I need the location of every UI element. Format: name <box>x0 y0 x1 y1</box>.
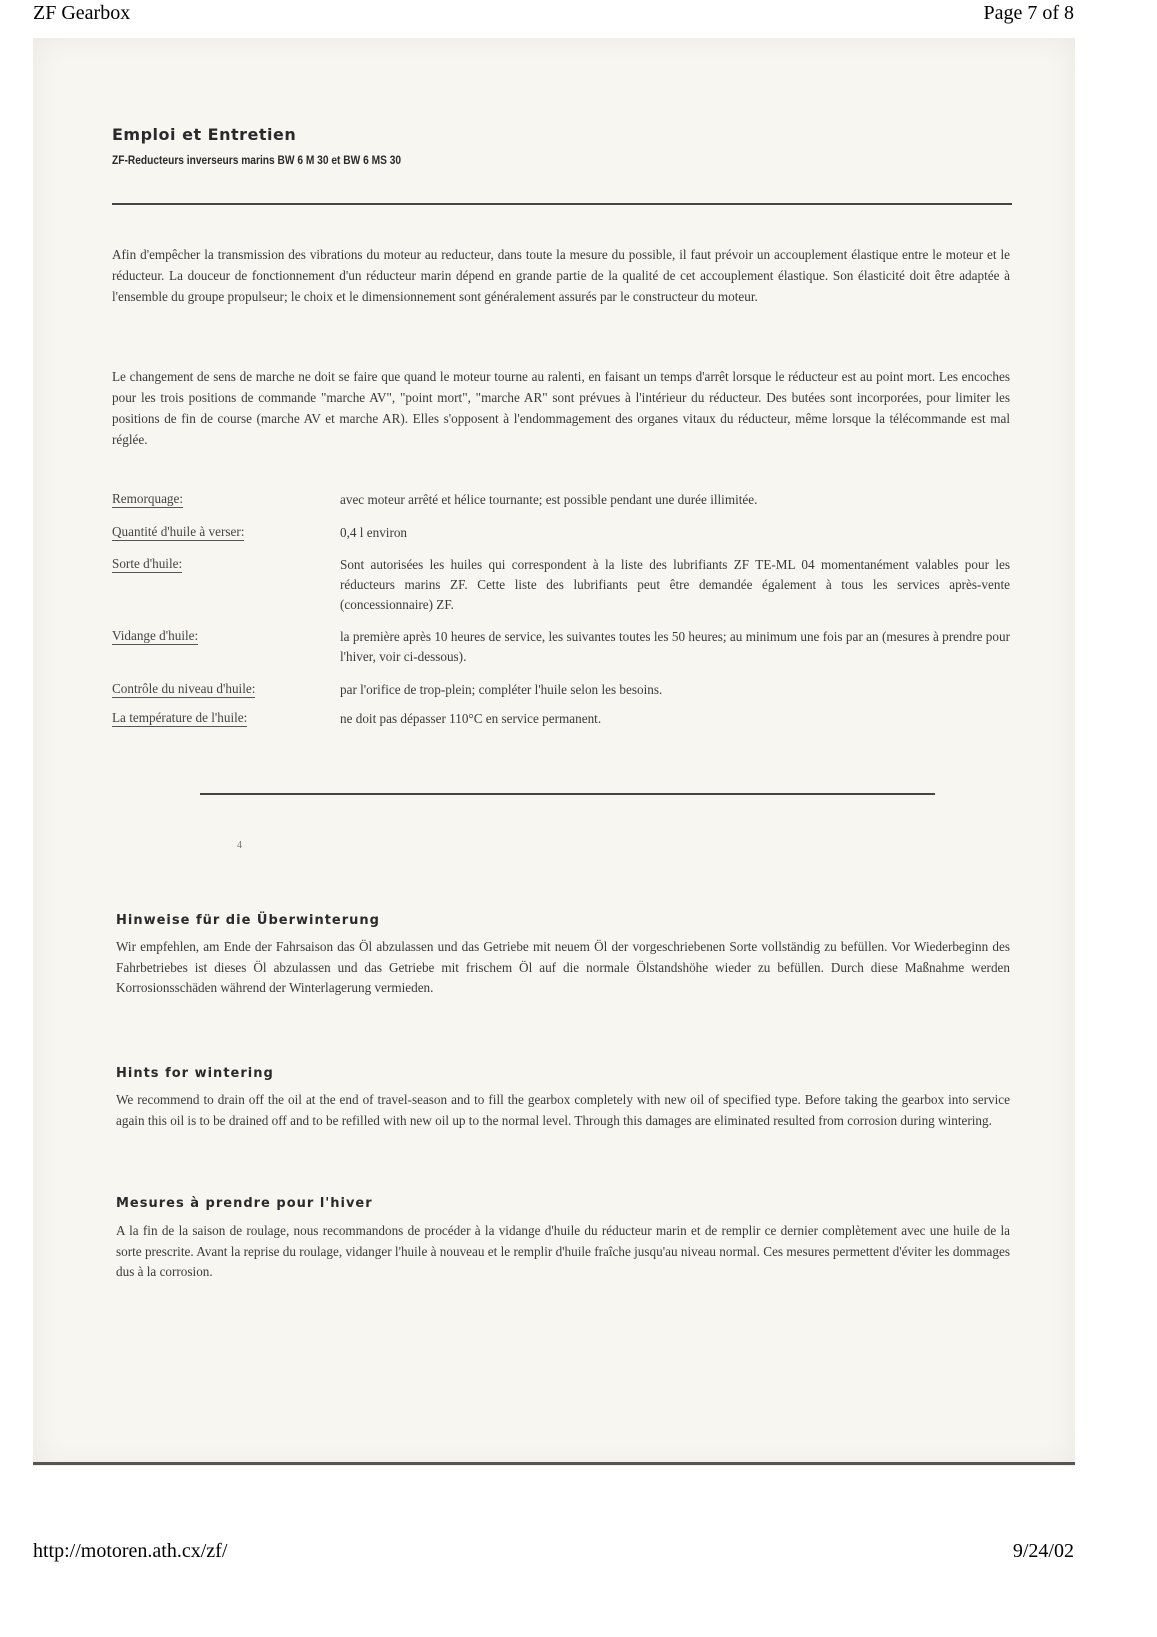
spec-row <box>112 555 1010 627</box>
doc-title: Emploi et Entretien <box>112 125 297 144</box>
section-heading: Mesures à prendre pour l'hiver <box>116 1196 373 1211</box>
section-text: We recommend to drain off the oil at the end of travel-season and to fill the gearbox completely with new oil of specified type. Before taking the gearbox into service again this oil is to be drained off and to be refilled with new oil up to the normal level. Through this damages are eliminated resulted from corrosion during wintering. <box>116 1092 1010 1128</box>
spec-value: Sont autorisées les huiles qui correspondent à la liste des lubrifiants ZF TE-ML 04 momentanément valables pour les réducteurs marins ZF. Cette liste des lubrifiants peut être demandée également à tous les services après-vente (concessionnaire) ZF. <box>340 557 1010 612</box>
print-header-page: Page 7 of 8 <box>983 2 1074 24</box>
doc-subtitle: ZF-Reducteurs inverseurs marins BW 6 M 30 et BW 6 MS 30 <box>112 153 402 167</box>
spec-row <box>112 490 1010 523</box>
divider <box>112 203 1012 205</box>
spec-label: Sorte d'huile: <box>112 556 183 571</box>
spec-value: avec moteur arrêté et hélice tournante; est possible pendant une durée illimitée. <box>340 492 758 507</box>
spec-value: la première après 10 heures de service, les suivantes toutes les 50 heures; au minimum une fois par an (mesures à prendre pour l'hiver, voir ci-dessous). <box>340 629 1010 664</box>
page-mark: 4 <box>237 840 242 851</box>
spec-value: par l'orifice de trop-plein; compléter l'huile selon les besoins. <box>340 682 663 697</box>
spec-value: ne doit pas dépasser 110°C en service permanent. <box>340 711 602 726</box>
spec-label: Quantité d'huile à verser: <box>112 524 245 539</box>
spec-row <box>112 680 1010 709</box>
spec-row <box>112 523 1010 555</box>
section-heading: Hints for wintering <box>116 1066 274 1081</box>
spec-label: Remorquage: <box>112 491 184 506</box>
paragraph-coupling: Afin d'empêcher la transmission des vibrations du moteur au reducteur, dans toute la mesure du possible, il faut prévoir un accouplement élastique entre le moteur et le réducteur. La douceur de fonctionnement d'un réducteur marin dépend en grande partie de la qualité de cet accouplement élastique. Son élasticité doit être adaptée à l'ensemble du groupe propulseur; le choix et le dimensionnement sont généralement assurés par le constructeur du moteur. <box>112 247 1010 304</box>
specs-table <box>112 490 1010 739</box>
print-footer-url: http://motoren.ath.cx/zf/ <box>33 1540 228 1562</box>
print-header-title: ZF Gearbox <box>33 2 131 24</box>
spec-label: Contrôle du niveau d'huile: <box>112 681 256 696</box>
spec-label: La température de l'huile: <box>112 710 248 725</box>
section-text: A la fin de la saison de roulage, nous recommandons de procéder à la vidange d'huile du réducteur marin et de remplir ce dernier complètement avec une huile de la sorte prescrite. Avant la reprise du roulage, vidanger l'huile à nouveau et le remplir d'huile fraîche jusqu'au niveau normal. Ces mesures permettent d'éviter les dommages dus à la corrosion. <box>116 1223 1010 1279</box>
divider <box>200 793 935 795</box>
spec-value: 0,4 l environ <box>340 525 408 540</box>
paragraph-shifting: Le changement de sens de marche ne doit se faire que quand le moteur tourne au ralenti, en faisant un temps d'arrêt lorsque le réducteur est au point mort. Les encoches pour les trois positions de commande "marche AV", "point mort", "marche AR" sont prévues à l'intérieur du réducteur. Des butées sont incorporées, pour limiter les positions de fin de course (marche AV et marche AR). Elles s'opposent à l'endommagement des organes vitaux du réducteur, même lorsque la télécommande est mal réglée. <box>112 369 1010 447</box>
spec-row <box>112 627 1010 680</box>
spec-row <box>112 709 1010 739</box>
print-footer-date: 9/24/02 <box>1012 1540 1074 1562</box>
section-heading: Hinweise für die Überwinterung <box>116 913 380 928</box>
page-edge <box>33 1462 1075 1465</box>
spec-label: Vidange d'huile: <box>112 628 199 643</box>
section-text: Wir empfehlen, am Ende der Fahrsaison das Öl abzulassen und das Getriebe mit neuem Öl der vorgeschriebenen Sorte vollständig zu befüllen. Vor Wiederbeginn des Fahrbetriebes ist dieses Öl abzulassen und das Getriebe mit frischem Öl auf die normale Ölstandshöhe wieder zu befüllen. Durch diese Maßnahme werden Korrosionsschäden während der Winterlagerung vermieden. <box>116 939 1010 995</box>
